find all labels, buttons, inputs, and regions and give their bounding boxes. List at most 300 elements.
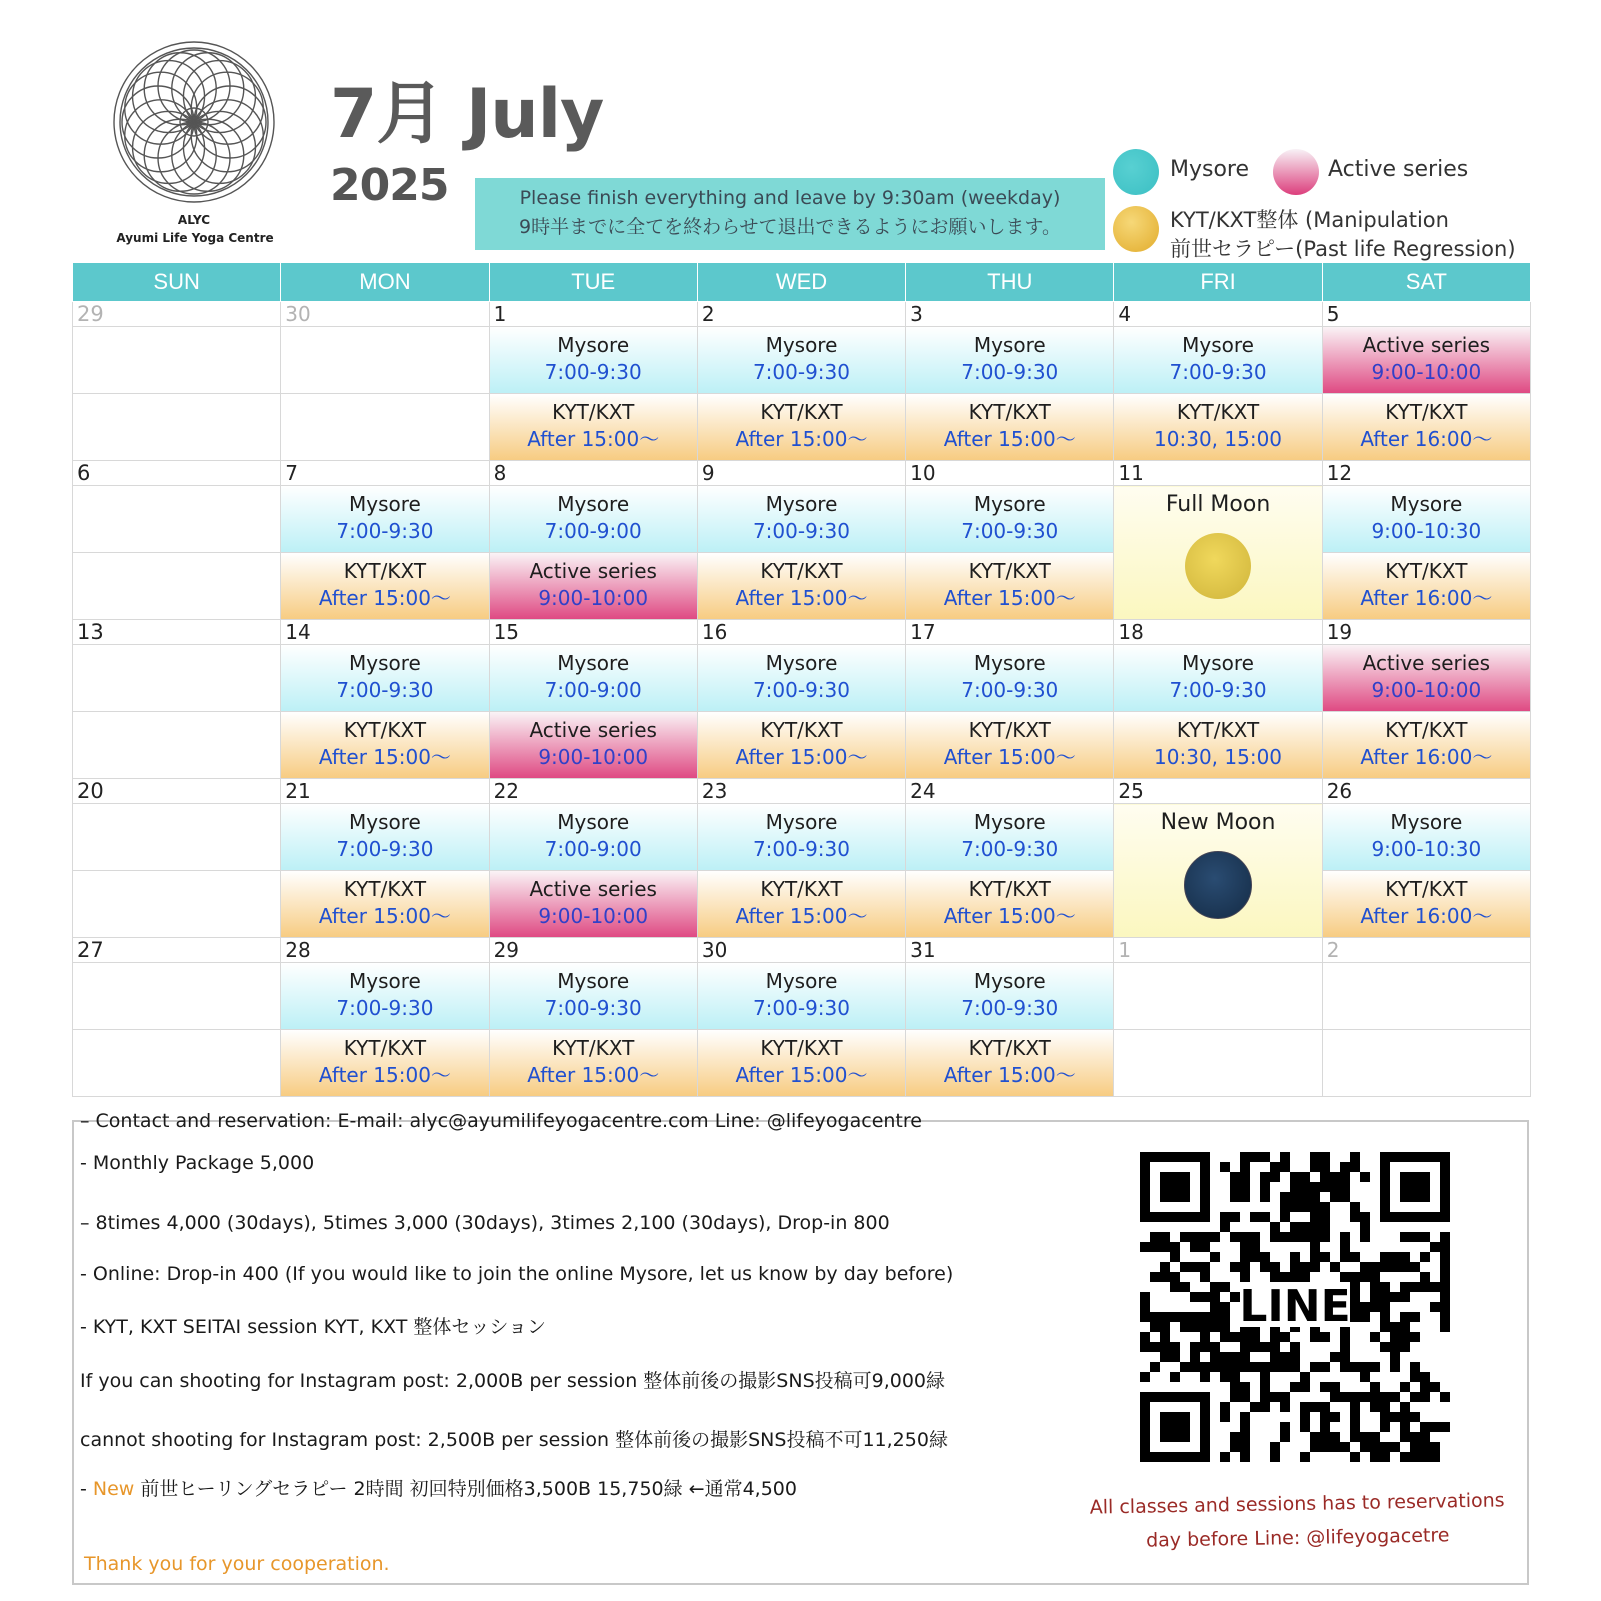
qr-module [1270,1172,1280,1182]
qr-module [1240,1182,1250,1192]
date-number: 2 [697,302,905,327]
moon-label: New Moon [1160,810,1276,835]
notice-line-jp: 9時半までに全てを終わらせて退出できるようにお願いします。 [518,216,1061,238]
qr-module [1430,1242,1440,1252]
date-number: 10 [906,461,1114,486]
qr-module [1310,1182,1320,1192]
qr-module [1140,1292,1150,1302]
qr-module [1380,1392,1390,1402]
weekday-mon: MON [281,263,489,302]
qr-module [1360,1172,1370,1182]
qr-module [1310,1212,1320,1222]
mysore-class-slot [1323,486,1530,552]
qr-module [1340,1232,1350,1242]
new-therapy-text: 前世ヒーリングセラピー 2時間 初回特別価格3,500B 15,750緑 ←通常4,500 [134,1478,797,1500]
qr-module [1350,1362,1360,1372]
qr-module [1260,1192,1270,1202]
qr-module [1270,1232,1280,1242]
class-name: Mysore [557,492,630,516]
qr-module [1380,1312,1390,1322]
class-name: KYT/KXT [1385,718,1468,742]
class-time: 7:00-9:30 [961,996,1059,1020]
thanks-note: Thank you for your cooperation. [84,1553,390,1575]
qr-module [1430,1382,1440,1392]
qr-module [1240,1162,1250,1172]
qr-module [1240,1352,1250,1362]
date-number: 22 [489,779,697,804]
qr-module [1420,1272,1430,1282]
qr-module [1200,1342,1210,1352]
class-time: 7:00-9:30 [961,837,1059,861]
qr-module [1360,1312,1370,1322]
qr-module [1360,1432,1370,1442]
qr-module [1230,1352,1240,1362]
qr-module [1220,1302,1230,1312]
packages-line: – 8times 4,000 (30days), 5times 3,000 (30days), 3times 2,100 (30days), Drop-in 800 [80,1212,890,1234]
qr-module [1170,1252,1180,1262]
mysore-class-slot [906,486,1113,552]
qr-module [1390,1352,1400,1362]
class-time: After 15:00〜 [735,904,868,928]
kyt-class-slot [906,394,1113,460]
qr-module [1220,1362,1230,1372]
class-time: 7:00-9:30 [752,519,850,543]
class-name: KYT/KXT [968,877,1051,901]
qr-module [1280,1422,1290,1432]
qr-module [1380,1292,1390,1302]
day-cell [1322,963,1530,1030]
qr-module [1440,1422,1450,1432]
qr-module [1310,1242,1320,1252]
class-time: 7:00-9:30 [752,678,850,702]
moon-label: Full Moon [1165,492,1271,517]
qr-module [1300,1372,1310,1382]
class-time: 10:30, 15:00 [1154,427,1283,451]
legend-active-label: Active series [1328,157,1469,182]
qr-module [1250,1152,1260,1162]
qr-module [1250,1212,1260,1222]
new-moon-cell [1114,804,1322,938]
date-number: 19 [1322,620,1530,645]
qr-module [1230,1232,1240,1242]
qr-module [1160,1332,1170,1342]
mysore-class-slot [906,327,1113,393]
qr-module [1210,1312,1220,1322]
class-time: After 15:00〜 [735,427,868,451]
qr-module [1290,1352,1300,1362]
day-cell [697,327,905,394]
qr-module [1160,1172,1190,1202]
qr-module [1430,1452,1440,1462]
qr-code-icon[interactable] [1140,1152,1450,1462]
qr-module [1230,1172,1240,1182]
qr-module [1320,1432,1330,1442]
weekday-sat: SAT [1322,263,1530,302]
qr-module [1320,1332,1330,1342]
qr-module [1370,1452,1380,1462]
qr-module [1340,1192,1350,1202]
qr-module [1270,1342,1280,1352]
date-number: 16 [697,620,905,645]
day-cell [697,1030,905,1097]
kyt-class-slot [906,553,1113,619]
weekday-thu: THU [906,263,1114,302]
class-name: Mysore [349,492,421,516]
qr-module [1240,1172,1250,1182]
qr-module [1320,1362,1330,1372]
day-cell [281,963,489,1030]
class-name: KYT/KXT [343,877,427,901]
qr-module [1290,1182,1300,1192]
date-number-row [73,461,1531,486]
day-cell [489,1030,697,1097]
qr-module [1220,1372,1230,1382]
qr-module [1300,1422,1310,1432]
class-time: 9:00-10:30 [1371,837,1482,861]
qr-module [1400,1402,1410,1412]
qr-module [1440,1262,1450,1272]
kyt-class-slot [1323,394,1530,460]
qr-module [1290,1202,1300,1212]
mysore-class-slot [490,486,697,552]
qr-line-label: LINE [1239,1281,1351,1332]
qr-module [1360,1212,1370,1222]
qr-module [1380,1452,1390,1462]
day-cell [73,645,281,712]
qr-module [1150,1362,1160,1372]
day-cell [281,327,489,394]
class-time: 7:00-9:30 [544,360,642,384]
qr-module [1250,1252,1260,1262]
qr-module [1350,1412,1360,1422]
class-time: After 15:00〜 [318,586,451,610]
class-row-top [73,486,1531,553]
qr-module [1350,1302,1360,1312]
class-name: KYT/KXT [343,559,427,583]
qr-module [1440,1232,1450,1242]
mysore-class-slot [698,327,905,393]
qr-module [1300,1172,1310,1182]
qr-module [1160,1412,1190,1442]
class-time: 7:00-9:30 [1169,678,1267,702]
qr-module [1230,1432,1240,1442]
class-name: Mysore [557,810,630,834]
qr-module [1260,1152,1270,1162]
day-cell [1114,712,1322,779]
class-name: Mysore [557,969,630,993]
date-number: 29 [489,938,697,963]
reservation-note-line2: day before Line: @lifeyogacetre [1145,1524,1450,1552]
kyt-class-slot [906,871,1113,937]
qr-module [1370,1362,1380,1372]
class-time: After 16:00〜 [1360,427,1493,451]
qr-module [1370,1332,1380,1342]
class-name: Mysore [1390,810,1463,834]
mysore-class-slot [1114,645,1321,711]
qr-module [1290,1192,1300,1202]
qr-module [1140,1312,1150,1322]
qr-module [1240,1382,1250,1392]
qr-module [1160,1312,1170,1322]
date-number: 2 [1322,938,1530,963]
qr-module [1370,1402,1380,1412]
qr-module [1200,1372,1210,1382]
qr-module [1230,1262,1240,1272]
day-cell [73,804,281,871]
date-number: 15 [489,620,697,645]
qr-module [1310,1432,1320,1442]
class-name: KYT/KXT [1176,718,1260,742]
qr-module [1200,1362,1210,1372]
qr-module [1330,1392,1340,1402]
class-row-top [73,963,1531,1030]
qr-module [1240,1262,1250,1272]
qr-module [1280,1232,1290,1242]
day-cell [489,804,697,871]
date-number: 27 [73,938,281,963]
qr-module [1420,1232,1430,1242]
qr-module [1240,1452,1250,1462]
qr-module [1370,1392,1380,1402]
class-name: KYT/KXT [760,400,843,424]
class-time: 9:00-10:00 [538,745,649,769]
day-cell [697,712,905,779]
day-cell [281,804,489,871]
qr-module [1330,1442,1340,1452]
qr-module [1290,1362,1300,1372]
qr-module [1270,1262,1280,1272]
class-name: Mysore [765,492,838,516]
qr-module [1340,1332,1350,1342]
day-cell [1322,645,1530,712]
qr-module [1320,1182,1330,1192]
qr-module [1230,1192,1240,1202]
mysore-class-slot [1323,804,1530,870]
reservation-note-line1: All classes and sessions has to reservations [1089,1489,1505,1519]
qr-module [1430,1282,1440,1292]
class-name: KYT/KXT [760,1036,843,1060]
day-cell [281,1030,489,1097]
qr-module [1420,1422,1430,1432]
class-name: KYT/KXT [1385,559,1468,583]
active-series-legend-dot-icon [1273,149,1319,195]
qr-module [1280,1402,1290,1412]
qr-module [1260,1262,1270,1272]
qr-module [1310,1232,1320,1242]
qr-module [1320,1202,1330,1212]
legend-kyt-label-line1: KYT/KXT整体 (Manipulation [1170,208,1449,232]
qr-module [1220,1322,1230,1332]
qr-module [1250,1242,1260,1252]
qr-module [1440,1282,1450,1292]
class-name: Active series [529,559,657,583]
day-cell [906,327,1114,394]
day-cell [697,871,905,938]
date-number: 12 [1322,461,1530,486]
qr-module [1350,1272,1360,1282]
qr-module [1270,1362,1280,1372]
qr-module [1340,1362,1350,1372]
qr-module [1370,1382,1380,1392]
qr-module [1310,1332,1320,1342]
mysore-class-slot [698,804,905,870]
class-name: Active series [529,718,657,742]
qr-module [1220,1402,1230,1412]
qr-module [1300,1412,1310,1422]
qr-module [1240,1192,1250,1202]
qr-module [1320,1172,1330,1182]
day-cell [906,1030,1114,1097]
day-cell [73,712,281,779]
qr-module [1230,1442,1240,1452]
qr-module [1410,1282,1420,1292]
qr-module [1390,1332,1400,1342]
qr-module [1170,1272,1180,1282]
qr-module [1320,1382,1330,1392]
qr-module [1420,1452,1430,1462]
class-time: 10:30, 15:00 [1154,745,1283,769]
class-time: 7:00-9:00 [544,678,642,702]
qr-module [1350,1452,1360,1462]
day-cell [1114,394,1322,461]
qr-module [1150,1242,1160,1252]
date-number-row [73,620,1531,645]
day-cell [281,871,489,938]
date-number: 1 [1114,938,1322,963]
class-name: KYT/KXT [552,1036,635,1060]
class-time: After 15:00〜 [318,745,451,769]
qr-module [1410,1332,1420,1342]
qr-module [1290,1222,1300,1232]
class-time: 7:00-9:30 [752,360,850,384]
day-cell [1322,712,1530,779]
class-name: KYT/KXT [968,718,1051,742]
class-time: After 15:00〜 [943,427,1076,451]
monthly-package-line: - Monthly Package 5,000 [80,1152,315,1174]
class-time: After 15:00〜 [735,745,868,769]
day-cell [906,871,1114,938]
class-name: Mysore [349,810,421,834]
month-title: 7月 July [330,75,604,154]
qr-module [1150,1322,1160,1332]
qr-module [1340,1242,1350,1252]
qr-module [1380,1422,1390,1432]
class-name: Mysore [973,333,1046,357]
weekday-sun: SUN [73,263,281,302]
qr-module [1280,1362,1290,1372]
class-time: 9:00-10:00 [1371,678,1482,702]
qr-module [1330,1262,1340,1272]
qr-module [1260,1392,1270,1402]
date-number: 25 [1114,779,1322,804]
qr-module [1390,1412,1400,1422]
day-cell [1322,871,1530,938]
qr-module [1160,1352,1170,1362]
qr-module [1410,1442,1420,1452]
qr-module [1200,1292,1210,1302]
kyt-class-slot [1323,871,1530,937]
qr-module [1370,1262,1380,1272]
qr-module [1360,1272,1370,1282]
class-name: Mysore [349,969,421,993]
qr-module [1170,1282,1180,1292]
kyt-class-slot [906,1030,1113,1096]
qr-module [1320,1162,1330,1172]
qr-module [1390,1262,1400,1272]
qr-module [1140,1302,1150,1312]
qr-module [1190,1342,1200,1352]
day-cell [73,871,281,938]
qr-module [1210,1352,1220,1362]
qr-module [1310,1192,1320,1202]
qr-module [1140,1342,1150,1352]
day-cell [1114,645,1322,712]
day-cell [281,553,489,620]
class-time: 7:00-9:30 [752,837,850,861]
qr-module [1350,1432,1360,1442]
weekday-fri: FRI [1114,263,1322,302]
qr-module [1330,1172,1340,1182]
qr-module [1350,1162,1360,1172]
day-cell [281,394,489,461]
day-cell [697,804,905,871]
kyt-class-slot [281,712,488,778]
qr-module [1150,1272,1160,1282]
day-cell [489,486,697,553]
class-time: After 15:00〜 [735,1063,868,1087]
class-time: After 16:00〜 [1360,745,1493,769]
qr-module [1400,1382,1410,1392]
day-cell [73,553,281,620]
date-number: 8 [489,461,697,486]
qr-module [1260,1172,1270,1182]
kyt-class-slot [1323,712,1530,778]
qr-module [1320,1212,1330,1222]
day-cell [1322,327,1530,394]
qr-module [1260,1402,1270,1412]
qr-module [1240,1152,1250,1162]
qr-module [1440,1272,1450,1282]
class-time: 7:00-9:30 [961,360,1059,384]
full-moon-cell [1114,486,1322,620]
class-name: KYT/KXT [760,877,843,901]
class-name: Mysore [973,810,1046,834]
qr-module [1380,1302,1390,1312]
class-name: Mysore [557,333,630,357]
date-number: 14 [281,620,489,645]
qr-module [1340,1352,1350,1362]
class-row-bottom [73,712,1531,779]
day-cell [281,712,489,779]
day-cell [697,394,905,461]
mysore-legend-dot-icon [1113,149,1159,195]
qr-module [1170,1342,1180,1352]
qr-module [1180,1282,1190,1292]
qr-module [1410,1372,1420,1382]
instagram-no-line: cannot shooting for Instagram post: 2,500B per session 整体前後の撮影SNS投稿不可11,250緑 [80,1429,948,1451]
class-name: Mysore [557,651,630,675]
qr-module [1240,1392,1250,1402]
kyt-class-slot [906,712,1113,778]
qr-module [1280,1432,1290,1442]
class-name: Mysore [765,810,838,834]
date-number: 3 [906,302,1114,327]
date-number-row [73,302,1531,327]
qr-module [1400,1282,1410,1292]
qr-module [1190,1232,1200,1242]
qr-module [1400,1262,1410,1272]
qr-module [1290,1342,1300,1352]
